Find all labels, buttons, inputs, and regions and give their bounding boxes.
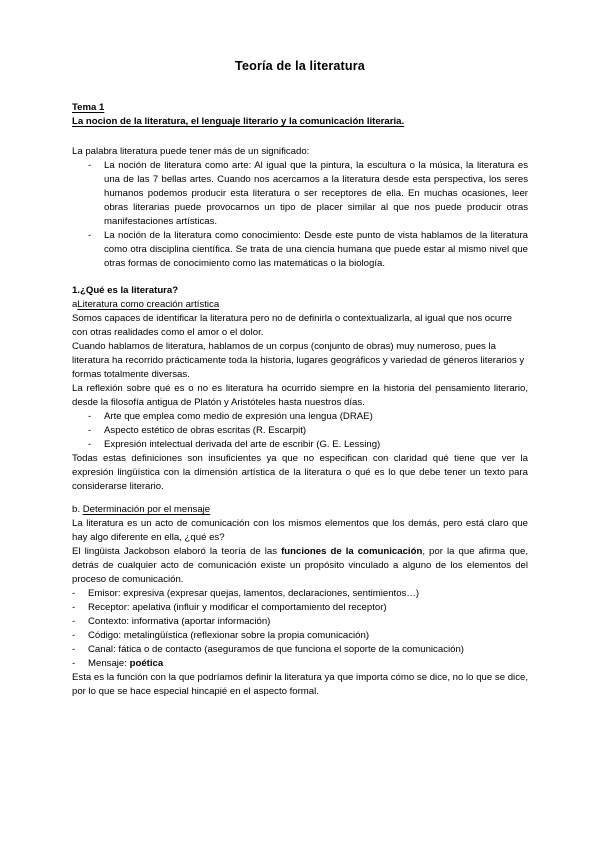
subsection-a-paragraph-3: La reflexión sobre qué es o no es literatura ha ocurrido siempre en la historia del pensamiento literario, desde la filosofía antigua de Platón y Aristóteles hasta nuestros días. xyxy=(72,383,528,409)
subsection-b-title xyxy=(72,503,528,517)
function-label: Emisor: expresiva (expresar quejas, lamentos, declaraciones, sentimientos…) xyxy=(88,588,420,600)
subsection-a-marker: a xyxy=(72,299,78,311)
subsection-a-closing: Todas estas definiciones son insuficientes ya que no especifican con claridad qué tiene que ver la expresión lingüística con la dimensión artística de la literatura o qué es lo que debe tener un texto para considerarse literario. xyxy=(72,453,528,493)
topic-title xyxy=(72,115,528,129)
communication-functions-list xyxy=(72,587,528,671)
function-label: Contexto: informativa (aportar información) xyxy=(88,616,271,628)
list-item xyxy=(72,587,528,601)
list-item xyxy=(72,657,528,671)
function-label: Canal: fática o de contacto (aseguramos de que funciona el soporte de la comunicación) xyxy=(88,644,464,656)
jakobson-bold-term: funciones de la comunicación xyxy=(281,546,423,558)
section-1-title: 1.¿Qué es la literatura? xyxy=(72,285,179,297)
page-title: Teoría de la literatura xyxy=(235,59,365,73)
list-item xyxy=(72,643,528,657)
function-bold-tail: poética xyxy=(129,658,164,670)
definitions-list xyxy=(72,410,528,452)
function-label: Receptor: apelativa (influir y modificar el comportamiento del receptor) xyxy=(88,602,387,614)
subsection-a-paragraph-1: Somos capaces de identificar la literatura pero no de definirla o contextualizarla, al igual que nos ocurre con otras realidades como el amor o el dolor. xyxy=(72,313,512,339)
function-label: Mensaje: xyxy=(88,658,130,670)
subsection-a-title xyxy=(72,298,528,312)
subsection-b-closing: Esta es la función con la que podríamos definir la literatura ya que importa cómo se dice, no lo que se dice, por lo que se hace especial hincapié en el aspecto formal. xyxy=(72,672,528,698)
topic-heading xyxy=(72,101,528,129)
topic-label-text: Tema 1 xyxy=(72,102,105,113)
list-item: - La noción de la literatura como conocimiento: Desde este punto de vista hablamos de la literatura como otra disciplina científica. Se trata de una ciencia humana que puede estar al mismo nivel que otras formas de conocimiento como las matemáticas o la biología. xyxy=(72,229,528,271)
subsection-b-title-text: Determinación por el mensaje xyxy=(82,504,211,516)
jakobson-text-part-1: El lingüista Jackobson elaboró la teoría de las xyxy=(72,546,282,558)
list-item: - Expresión intelectual derivada del arte de escribir (G. E. Lessing) xyxy=(72,438,528,452)
topic-title-text: La nocion de la literatura, el lenguaje literario y la comunicación literaria. xyxy=(72,116,405,128)
intro-lead: La palabra literatura puede tener más de un significado: xyxy=(72,146,310,158)
function-label: Código: metalingüística (reflexionar sobre la propia comunicación) xyxy=(88,630,370,642)
subsection-b-marker: b. xyxy=(72,504,81,516)
list-item xyxy=(72,615,528,629)
jakobson-paragraph xyxy=(72,545,528,587)
subsection-a-paragraph-2: Cuando hablamos de literatura, hablamos de un corpus (conjunto de obras) muy numeroso, pues la literatura ha recorrido prácticamente toda la historia, lugares geográficos y variedad de géneros literarios y formas totalmente diversas. xyxy=(72,341,525,381)
list-item: - La noción de literatura como arte: Al igual que la pintura, la escultura o la música, la literatura es una de las 7 bellas artes. Cuando nos acercamos a la literatura desde esta perspectiva, los seres humanos podemos producir esta literatura o ser receptores de ella. En muchas ocasiones, leer obras literarias puede provocarnos un tipo de placer similar al que nos puede producir otras manifestaciones artísticas. xyxy=(72,159,528,229)
document-body xyxy=(72,58,528,699)
intro-bullet-list xyxy=(72,159,528,271)
subsection-b-paragraph-1: La literatura es un acto de comunicación con los mismos elementos que los demás, pero está claro que hay algo diferente en ella, ¿qué es? xyxy=(72,518,528,544)
subsection-a-title-text: Literatura como creación artística xyxy=(77,299,220,311)
jakobson-text-part-2: , por la que afirma que, detrás de cualquier acto de comunicación existe un propósito vinculado a alguno de los elementos del proceso de comunicación. xyxy=(72,546,528,586)
list-item: - Arte que emplea como medio de expresión una lengua (DRAE) xyxy=(72,410,528,424)
list-item xyxy=(72,601,528,615)
list-item: - Aspecto estético de obras escritas (R. Escarpit) xyxy=(72,424,528,438)
list-item xyxy=(72,629,528,643)
topic-label xyxy=(72,101,528,115)
